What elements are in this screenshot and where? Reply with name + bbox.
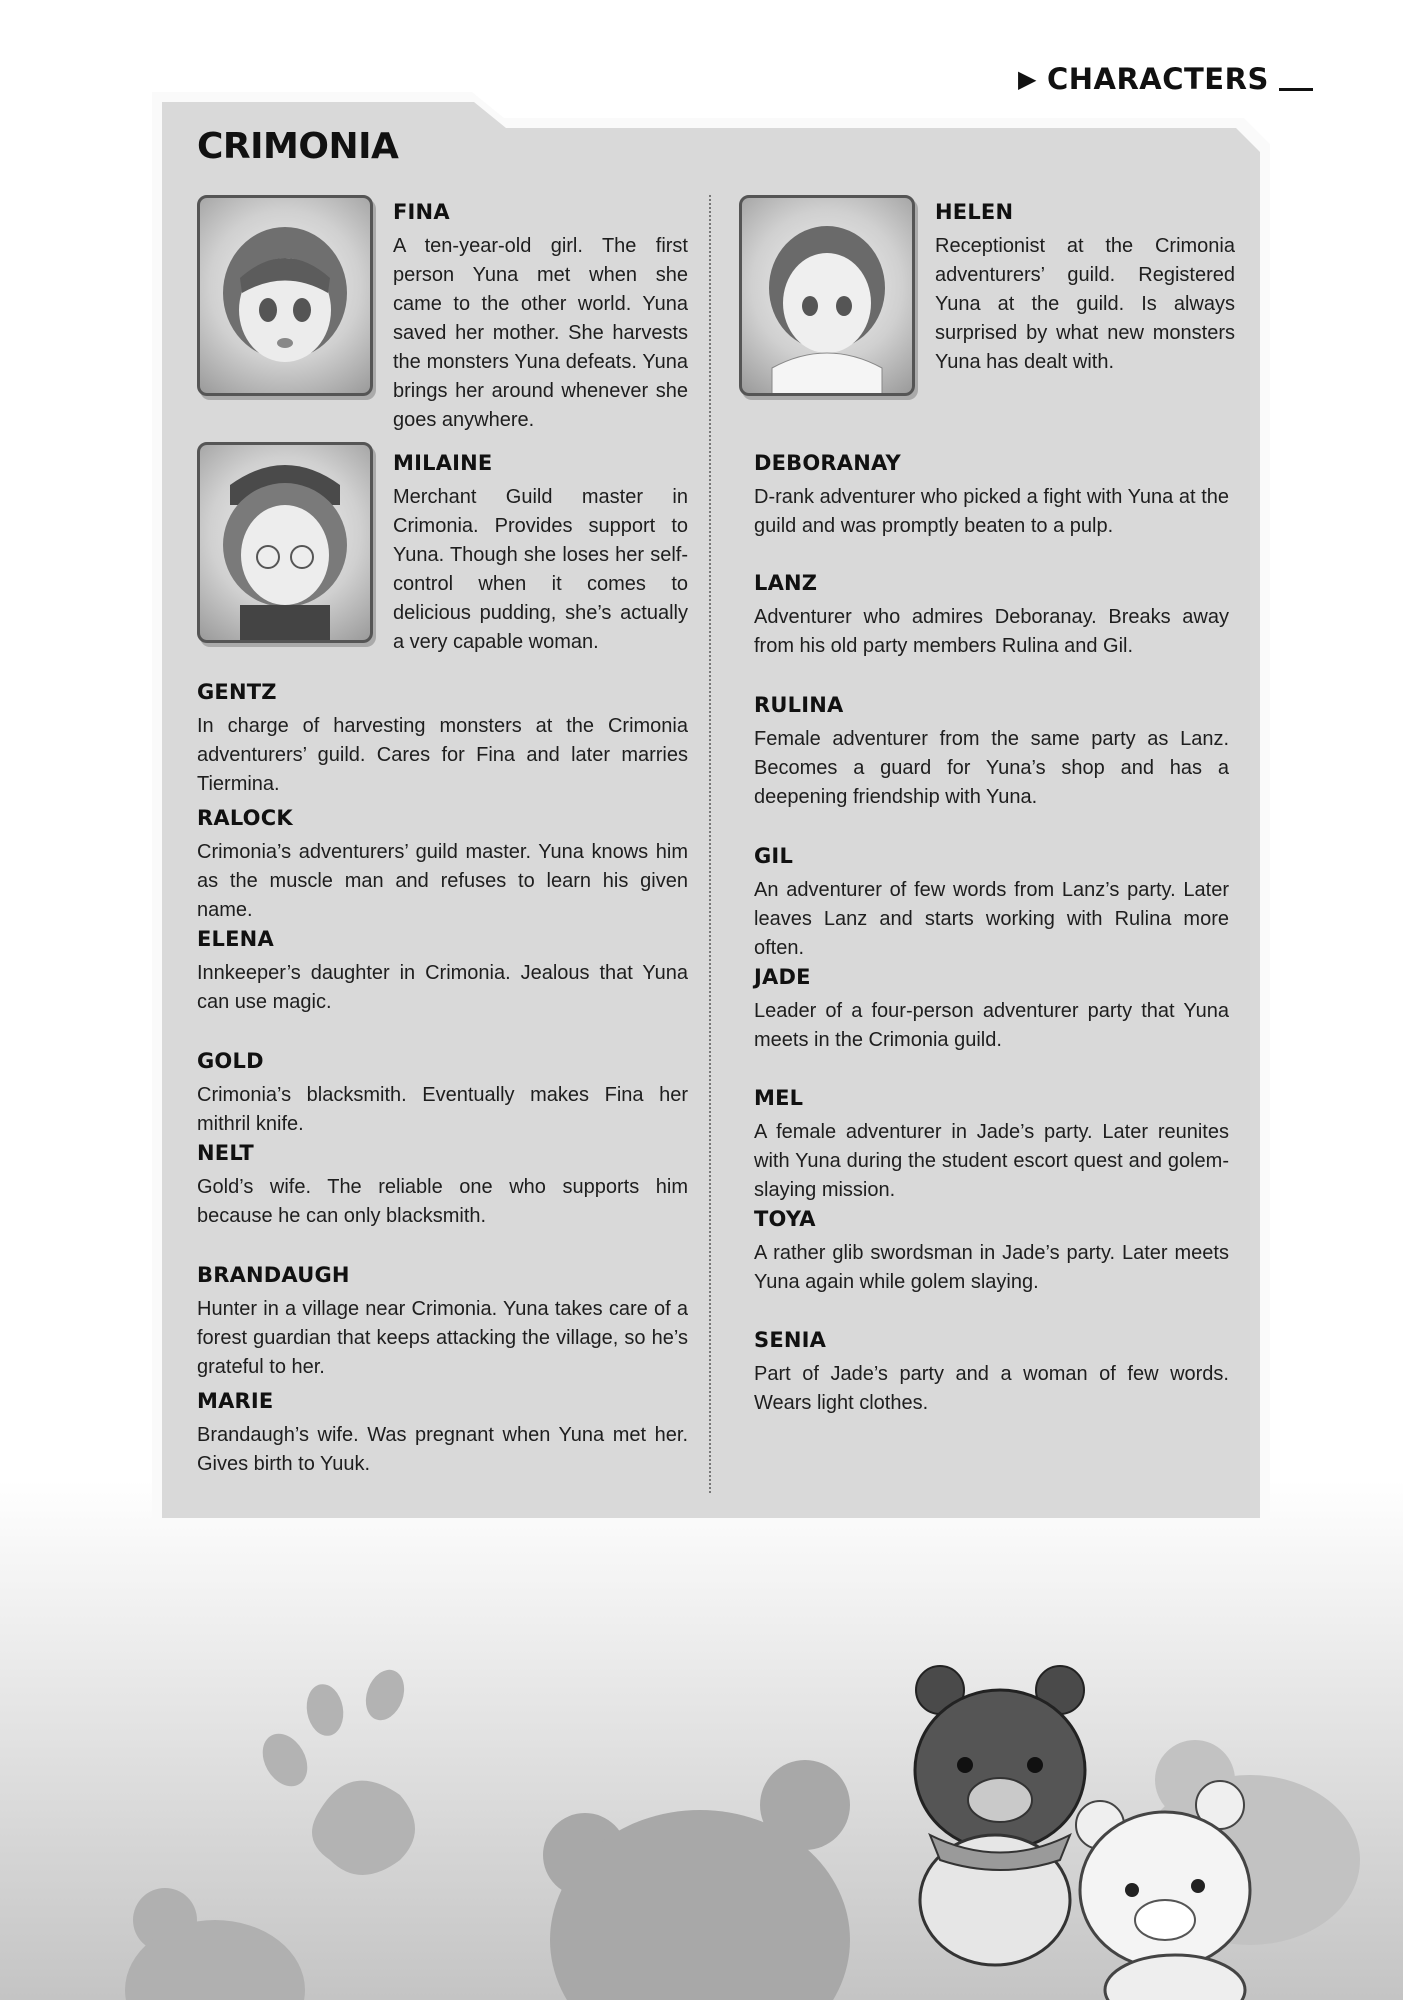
decorative-background [0,1560,1403,2000]
character-description: A rather glib swordsman in Jade’s party. Later meets Yuna again while golem slaying. [754,1242,1229,1293]
character-entry-gold [197,1049,688,1139]
character-description: Leader of a four-person adventurer party that Yuna meets in the Crimonia guild. [754,1000,1229,1051]
character-entry-jade [754,965,1229,1055]
character-name: JADE [754,965,811,989]
character-name: ELENA [197,927,274,951]
woman-portrait-illustration [200,445,370,640]
character-description: Brandaugh’s wife. Was pregnant when Yuna met her. Gives birth to Yuuk. [197,1424,688,1475]
tag-underline [1279,68,1313,91]
section-title: CRIMONIA [197,126,399,167]
character-description: Part of Jade’s party and a woman of few words. Wears light clothes. [754,1363,1229,1414]
character-entry-elena [197,927,688,1017]
character-entry-gentz [197,680,688,799]
character-description: A ten-year-old girl. The first person Yuna met when she came to the other world. Yuna saved her mother. She harvests the monsters Yuna defeats. Yuna brings her around whenever she goes anywhere. [393,235,688,431]
character-name: RULINA [754,693,844,717]
character-name: MEL [754,1086,804,1110]
character-entry-gil [754,844,1229,963]
character-description: D-rank adventurer who picked a fight with Yuna at the guild and was promptly beaten to a pulp. [754,486,1229,537]
character-entry-fina [393,200,688,435]
character-name: MARIE [197,1389,274,1413]
character-description: Receptionist at the Crimonia adventurers’ guild. Registered Yuna at the guild. Is always surprised by what new monsters Yuna has dealt with. [935,235,1235,373]
character-description: Merchant Guild master in Crimonia. Provides support to Yuna. Though she loses her self-control when it comes to delicious pudding, she’s actually a very capable woman. [393,486,688,653]
character-name: RALOCK [197,806,293,830]
character-entry-nelt [197,1141,688,1231]
character-description: Adventurer who admires Deboranay. Breaks away from his old party members Rulina and Gil. [754,606,1229,657]
character-entry-toya [754,1207,1229,1297]
girl-portrait-illustration [200,198,370,393]
character-name: GENTZ [197,680,277,704]
character-name: MILAINE [393,451,493,475]
chapter-tag [1018,62,1313,96]
chapter-tag-label: CHARACTERS [1046,62,1269,96]
character-name: NELT [197,1141,254,1165]
character-description: A female adventurer in Jade’s party. Later reunites with Yuna during the student escort quest and golem-slaying mission. [754,1121,1229,1201]
white-bear-plush-icon [1076,1781,1250,2000]
character-description: Gold’s wife. The reliable one who supports him because he can only blacksmith. [197,1176,688,1227]
triangle-arrow-icon: ▶ [1018,65,1037,93]
receptionist-portrait-illustration [742,198,912,393]
character-description: An adventurer of few words from Lanz’s party. Later leaves Lanz and starts working with Rulina more often. [754,879,1229,959]
character-description: Female adventurer from the same party as Lanz. Becomes a guard for Yuna’s shop and has a deepening friendship with Yuna. [754,728,1229,808]
character-name: DEBORANAY [754,451,901,475]
character-entry-rulina [754,693,1229,812]
bear-silhouette-icon [543,1760,850,2000]
character-description: Innkeeper’s daughter in Crimonia. Jealous that Yuna can use magic. [197,962,688,1013]
character-name: LANZ [754,571,818,595]
black-bear-plush-icon [915,1666,1085,1965]
character-entry-mel [754,1086,1229,1205]
character-description: Crimonia’s blacksmith. Eventually makes Fina her mithril knife. [197,1084,688,1135]
character-name: TOYA [754,1207,816,1231]
character-entry-milaine [393,451,688,657]
character-name: BRANDAUGH [197,1263,350,1287]
character-description: Hunter in a village near Crimonia. Yuna takes care of a forest guardian that keeps attacking the village, so he’s grateful to her. [197,1298,688,1378]
column-divider [709,195,711,1493]
character-name: SENIA [754,1328,827,1352]
character-name: HELEN [935,200,1014,224]
character-name: GIL [754,844,794,868]
character-description: In charge of harvesting monsters at the Crimonia adventurers’ guild. Cares for Fina and later marries Tiermina. [197,715,688,795]
character-entry-lanz [754,571,1229,661]
character-name: GOLD [197,1049,264,1073]
fina-portrait [197,195,373,396]
character-description: Crimonia’s adventurers’ guild master. Yuna knows him as the muscle man and refuses to learn his given name. [197,841,688,921]
character-name: FINA [393,200,450,224]
bear-silhouette-icon [125,1888,305,2000]
paw-print-icon [254,1664,415,1875]
character-entry-ralock [197,806,688,925]
character-entry-marie [197,1389,688,1479]
helen-portrait [739,195,915,396]
character-entry-helen [935,200,1235,377]
milaine-portrait [197,442,373,643]
character-entry-brandaugh [197,1263,688,1382]
character-entry-deboranay [754,451,1229,541]
character-entry-senia [754,1328,1229,1418]
